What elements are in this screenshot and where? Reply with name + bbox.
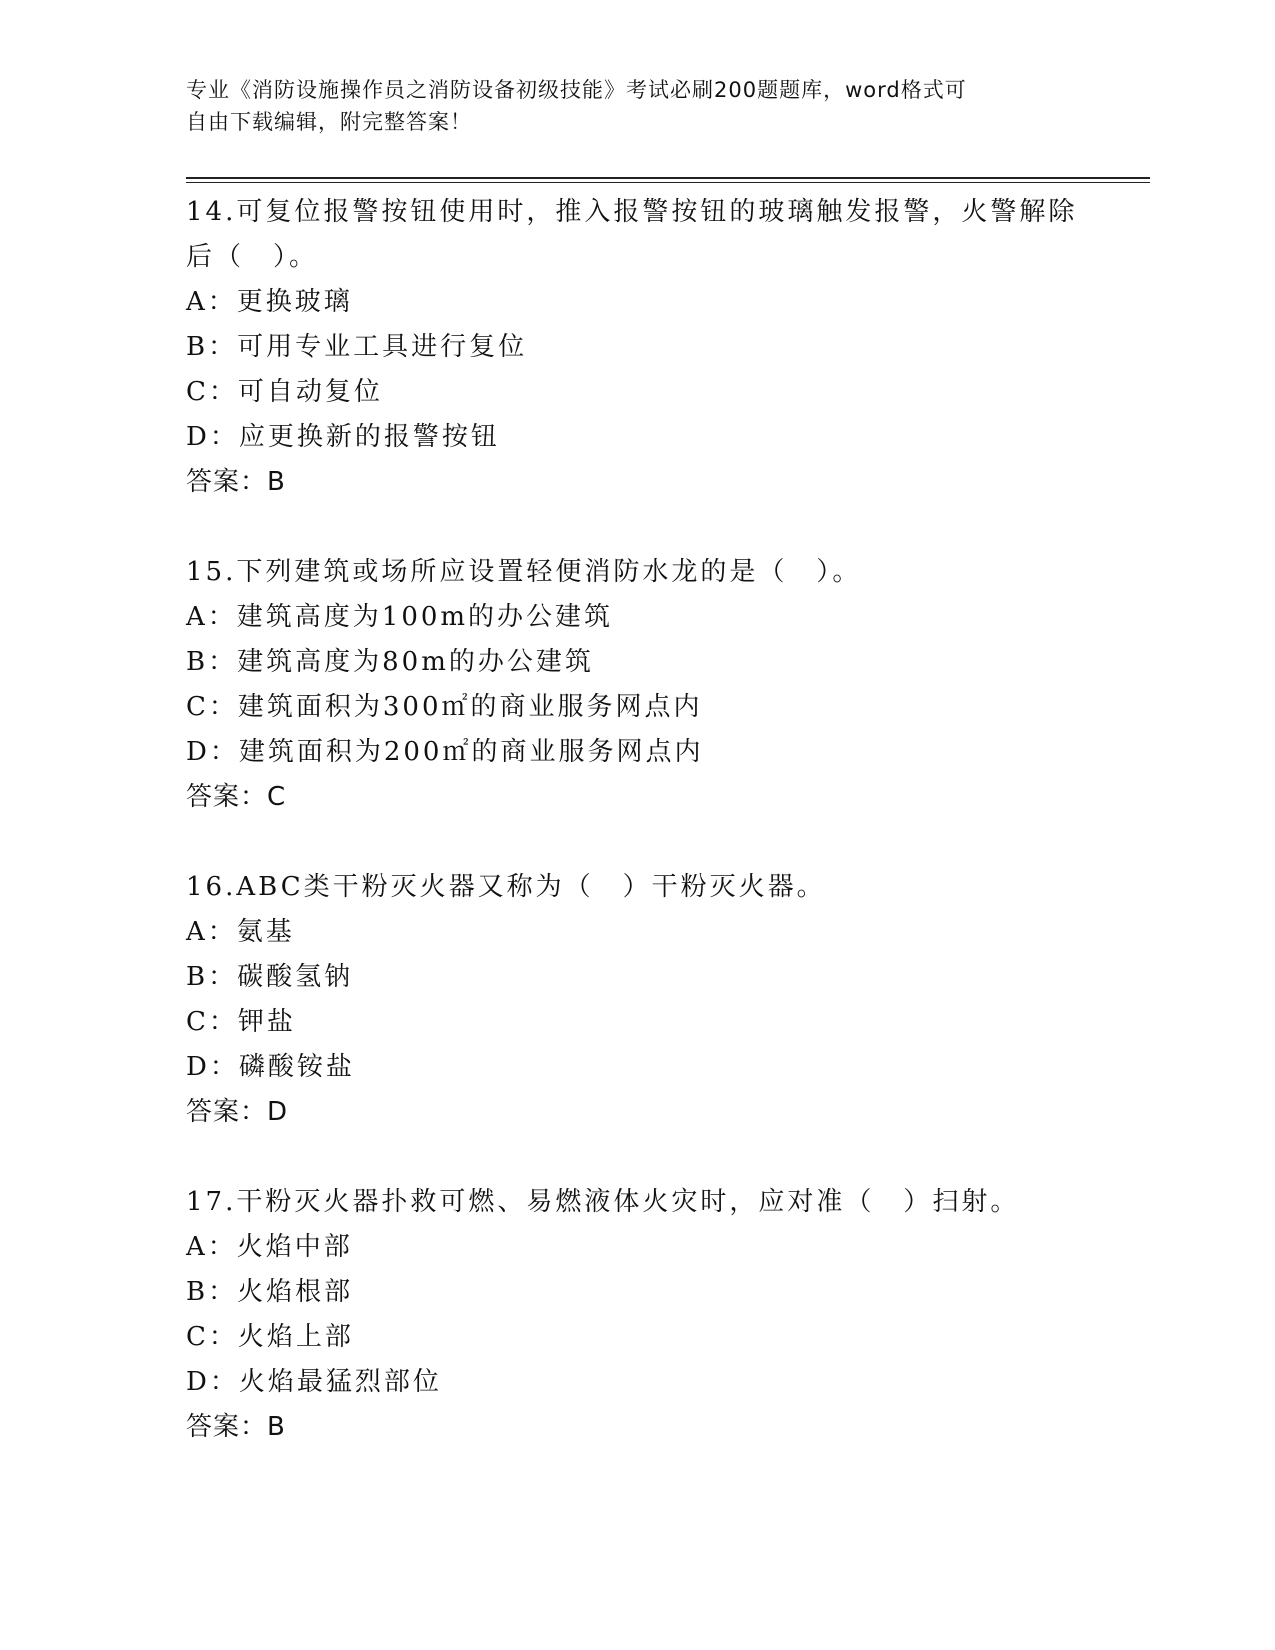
header-line-1: 专业《消防设施操作员之消防设备初级技能》考试必刷200题题库，word格式可 [186, 78, 967, 102]
question-14 [186, 190, 1086, 505]
option-d: D：磷酸铵盐 [186, 1052, 355, 1082]
answer: 答案：C [186, 782, 287, 812]
question-stem-line-1: 15.下列建筑或场所应设置轻便消防水龙的是（ ）。 [186, 557, 862, 587]
option-c: C：建筑面积为300㎡的商业服务网点内 [186, 692, 703, 722]
option-d: D：应更换新的报警按钮 [186, 422, 500, 452]
question-stem-line-1: 14.可复位报警按钮使用时，推入报警按钮的玻璃触发报警，火警解除 [186, 197, 1078, 227]
answer: 答案：B [186, 1412, 286, 1442]
option-b: B：碳酸氢钠 [186, 962, 354, 992]
question-stem-line-2: 后（ ）。 [186, 242, 319, 272]
document-header [186, 74, 1086, 138]
option-d: D：火焰最猛烈部位 [186, 1367, 442, 1397]
option-a: A：氨基 [186, 917, 295, 947]
question-stem-line-1: 17.干粉灭火器扑救可燃、易燃液体火灾时，应对准（ ）扫射。 [186, 1187, 1020, 1217]
question-17 [186, 1180, 1086, 1450]
option-a: A：火焰中部 [186, 1232, 353, 1262]
option-c: C：可自动复位 [186, 377, 383, 407]
option-b: B：火焰根部 [186, 1277, 354, 1307]
option-a: A：更换玻璃 [186, 287, 353, 317]
header-line-2: 自由下载编辑，附完整答案！ [186, 110, 472, 134]
answer: 答案：D [186, 1097, 289, 1127]
answer: 答案：B [186, 467, 286, 497]
option-a: A：建筑高度为100m的办公建筑 [186, 602, 614, 632]
option-d: D：建筑面积为200㎡的商业服务网点内 [186, 737, 704, 767]
question-stem-line-1: 16.ABC类干粉灭火器又称为（ ）干粉灭火器。 [186, 872, 826, 902]
question-16 [186, 865, 1086, 1135]
header-divider-thick [186, 177, 1150, 179]
option-b: B：可用专业工具进行复位 [186, 332, 528, 362]
header-divider-thin [186, 182, 1150, 183]
question-15 [186, 550, 1086, 820]
option-c: C：火焰上部 [186, 1322, 354, 1352]
option-b: B：建筑高度为80m的办公建筑 [186, 647, 594, 677]
question-list [186, 190, 1086, 1495]
option-c: C：钾盐 [186, 1007, 296, 1037]
